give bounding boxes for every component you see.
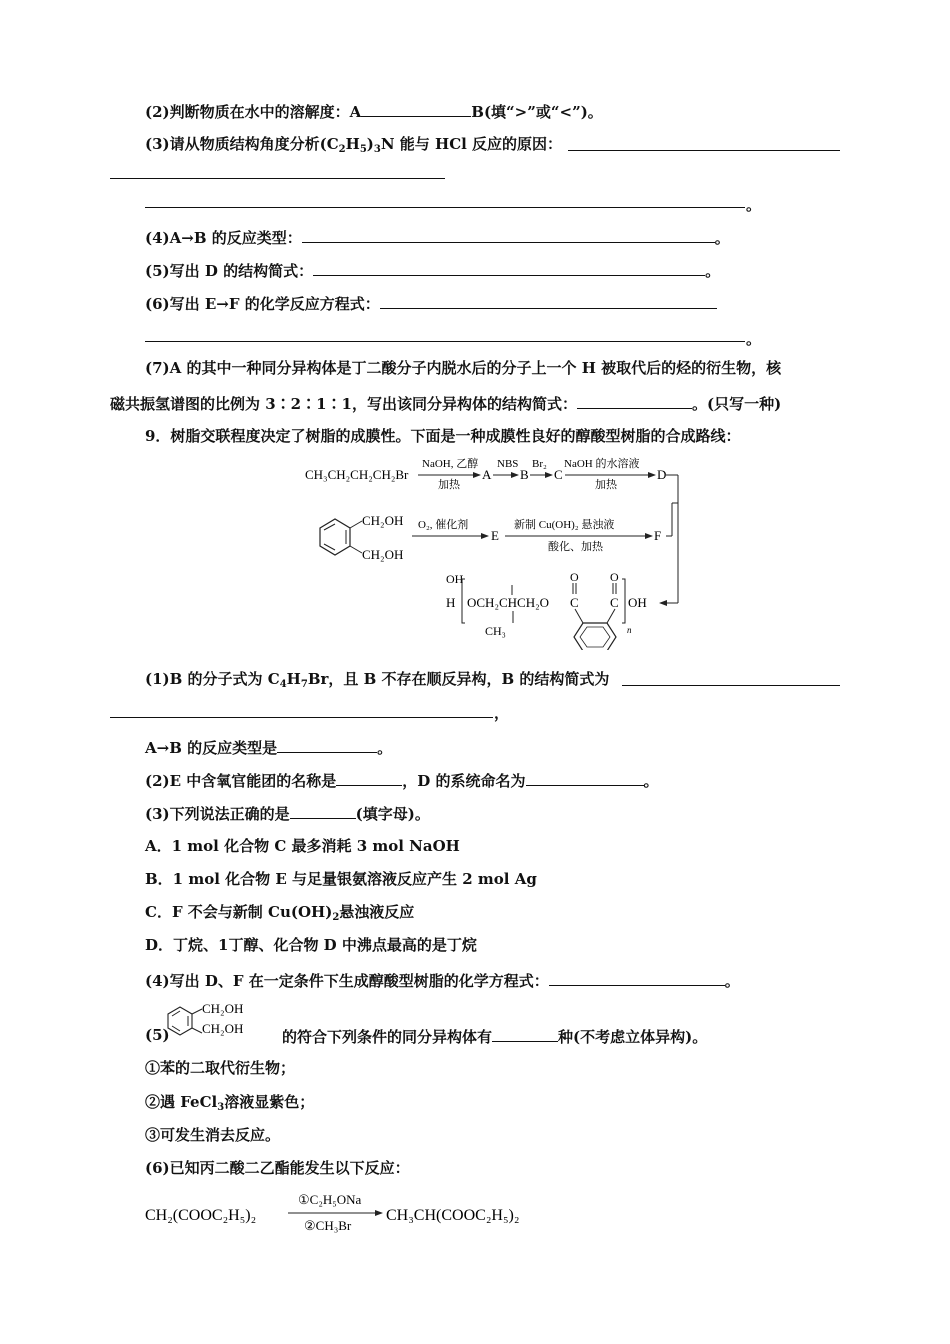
polymer-oh: OH bbox=[446, 572, 464, 586]
q8-part2-prompt: (2)判断物质在水中的溶解度：A bbox=[145, 103, 362, 121]
polymer-end-oh: OH bbox=[628, 595, 647, 610]
answer-blank[interactable] bbox=[290, 802, 356, 819]
answer-blank[interactable] bbox=[313, 259, 705, 276]
condition-4: 加热 bbox=[595, 479, 617, 491]
q9-option-d: D．丁烷、1丁醇、化合物 D 中沸点最高的是丁烷 bbox=[145, 936, 477, 954]
compound-e: E bbox=[491, 528, 499, 543]
reagent-4: NaOH 的水溶液 bbox=[564, 458, 640, 470]
q8-part2-suffix: B(填“>”或“<”)。 bbox=[471, 103, 603, 121]
condition-1: 加热 bbox=[438, 479, 460, 491]
polymer-chain: OCH₂CHCH₂O bbox=[467, 595, 550, 610]
compound-f: F bbox=[654, 528, 662, 543]
condition-6: 酸化、加热 bbox=[548, 541, 603, 553]
carbonyl-o: O bbox=[570, 570, 579, 584]
carbonyl-o: O bbox=[610, 570, 619, 584]
q8-part5: (5)写出 D 的结构简式： 。 bbox=[145, 259, 720, 281]
q9-condition-2: ②遇 FeCl$_3$溶液显紫色； bbox=[145, 1093, 315, 1113]
answer-blank[interactable] bbox=[380, 292, 717, 309]
reagent-5: O₂, 催化剂 bbox=[418, 519, 469, 531]
reagent-3: Br₂ bbox=[532, 458, 547, 470]
q9-intro: 9．树脂交联程度决定了树脂的成膜性。下面是一种成膜性良好的醇酸型树脂的合成路线： bbox=[145, 427, 741, 445]
polymer-ch3: CH₃ bbox=[485, 624, 506, 638]
q9-part1: (1)B 的分子式为 $C_4H_7Br$，且 B 不存在顺反异构，B 的结构简式为 bbox=[145, 670, 610, 690]
repeat-n: n bbox=[627, 625, 632, 635]
answer-blank[interactable] bbox=[110, 178, 445, 179]
answer-blank[interactable] bbox=[277, 736, 377, 753]
answer-blank[interactable] bbox=[336, 769, 402, 786]
q9-option-b: B．1 mol 化合物 E 与足量银氨溶液反应产生 2 mol Ag bbox=[145, 870, 537, 888]
answer-blank[interactable] bbox=[549, 969, 725, 986]
q8-part7-line1: (7)A 的其中一种同分异构体是丁二酸分子内脱水后的分子上一个 H 被取代后的烃的衍生物，核 bbox=[145, 359, 782, 377]
carbonyl-c: C bbox=[610, 595, 619, 610]
reagent-6: 新制 Cu(OH)₂ 悬浊液 bbox=[514, 519, 615, 531]
q9-condition-1: ①苯的二取代衍生物； bbox=[145, 1059, 296, 1077]
compound-b: B bbox=[520, 467, 529, 482]
answer-blank[interactable] bbox=[622, 685, 840, 686]
q8-part7-line2: 磁共振氢谱图的比例为 3∶2∶1∶1，写出该同分异构体的结构简式： 。(只写一种) bbox=[110, 392, 781, 414]
q9-option-a: A．1 mol 化合物 C 最多消耗 3 mol NaOH bbox=[145, 837, 460, 855]
answer-blank[interactable] bbox=[577, 392, 692, 409]
reagent-top: ①C₂H₅ONa bbox=[298, 1192, 362, 1207]
reactant: CH₂(COOC₂H₅)₂ bbox=[145, 1207, 257, 1224]
answer-blank[interactable] bbox=[110, 717, 493, 718]
substituent-ch2oh: CH₂OH bbox=[362, 513, 404, 528]
answer-blank[interactable] bbox=[145, 341, 745, 342]
polymer-end-h: H bbox=[446, 595, 456, 610]
substituent-ch2oh: CH₂OH bbox=[202, 1021, 244, 1036]
reagent-1: NaOH, 乙醇 bbox=[422, 458, 479, 470]
q9-part2: (2)E 中含氧官能团的名称是 ，D 的系统命名为 。 bbox=[145, 769, 659, 791]
synthesis-scheme bbox=[300, 455, 700, 650]
compound-d: D bbox=[657, 467, 667, 482]
carbonyl-c: C bbox=[570, 595, 579, 610]
substituent-ch2oh: CH₂OH bbox=[362, 547, 404, 562]
inline-structure bbox=[162, 998, 280, 1042]
q9-part6: (6)已知丙二酸二乙酯能发生以下反应： bbox=[145, 1159, 410, 1177]
compound-a: A bbox=[482, 467, 492, 482]
q8-part2 bbox=[145, 100, 603, 122]
reagent-bottom: ②CH₃Br bbox=[304, 1218, 352, 1233]
q9-part5: 的符合下列条件的同分异构体有 种(不考虑立体异构)。 bbox=[282, 1025, 707, 1047]
answer-blank[interactable] bbox=[492, 1025, 558, 1042]
answer-blank[interactable] bbox=[568, 150, 840, 151]
product: CH₃CH(COOC₂H₅)₂ bbox=[386, 1207, 520, 1224]
start-material: CH₃CH₂CH₂CH₂Br bbox=[305, 467, 409, 482]
reaction-equation bbox=[140, 1188, 580, 1238]
answer-blank[interactable] bbox=[361, 100, 471, 117]
compound-c: C bbox=[554, 467, 563, 482]
q9-part4: (4)写出 D、F 在一定条件下生成醇酸型树脂的化学方程式： 。 bbox=[145, 969, 740, 991]
q8-part4: (4)A→B 的反应类型： 。 bbox=[145, 226, 730, 248]
substituent-ch2oh: CH₂OH bbox=[202, 1001, 244, 1016]
answer-blank[interactable] bbox=[145, 207, 745, 208]
q9-part1b: A→B 的反应类型是 。 bbox=[145, 736, 392, 758]
q8-part6: (6)写出 E→F 的化学反应方程式： bbox=[145, 292, 717, 314]
q9-part3: (3)下列说法正确的是 (填字母)。 bbox=[145, 802, 430, 824]
reagent-2: NBS bbox=[497, 458, 519, 470]
q8-part3: (3)请从物质结构角度分析$(C_2H_5)_3N$ 能与 HCl 反应的原因： bbox=[145, 135, 563, 155]
answer-blank[interactable] bbox=[302, 226, 715, 243]
q9-part5-number: (5) bbox=[145, 1026, 170, 1044]
answer-blank[interactable] bbox=[526, 769, 644, 786]
q9-option-c: C．F 不会与新制 $Cu(OH)_2$悬浊液反应 bbox=[145, 903, 415, 923]
q9-condition-3: ③可发生消去反应。 bbox=[145, 1126, 281, 1144]
